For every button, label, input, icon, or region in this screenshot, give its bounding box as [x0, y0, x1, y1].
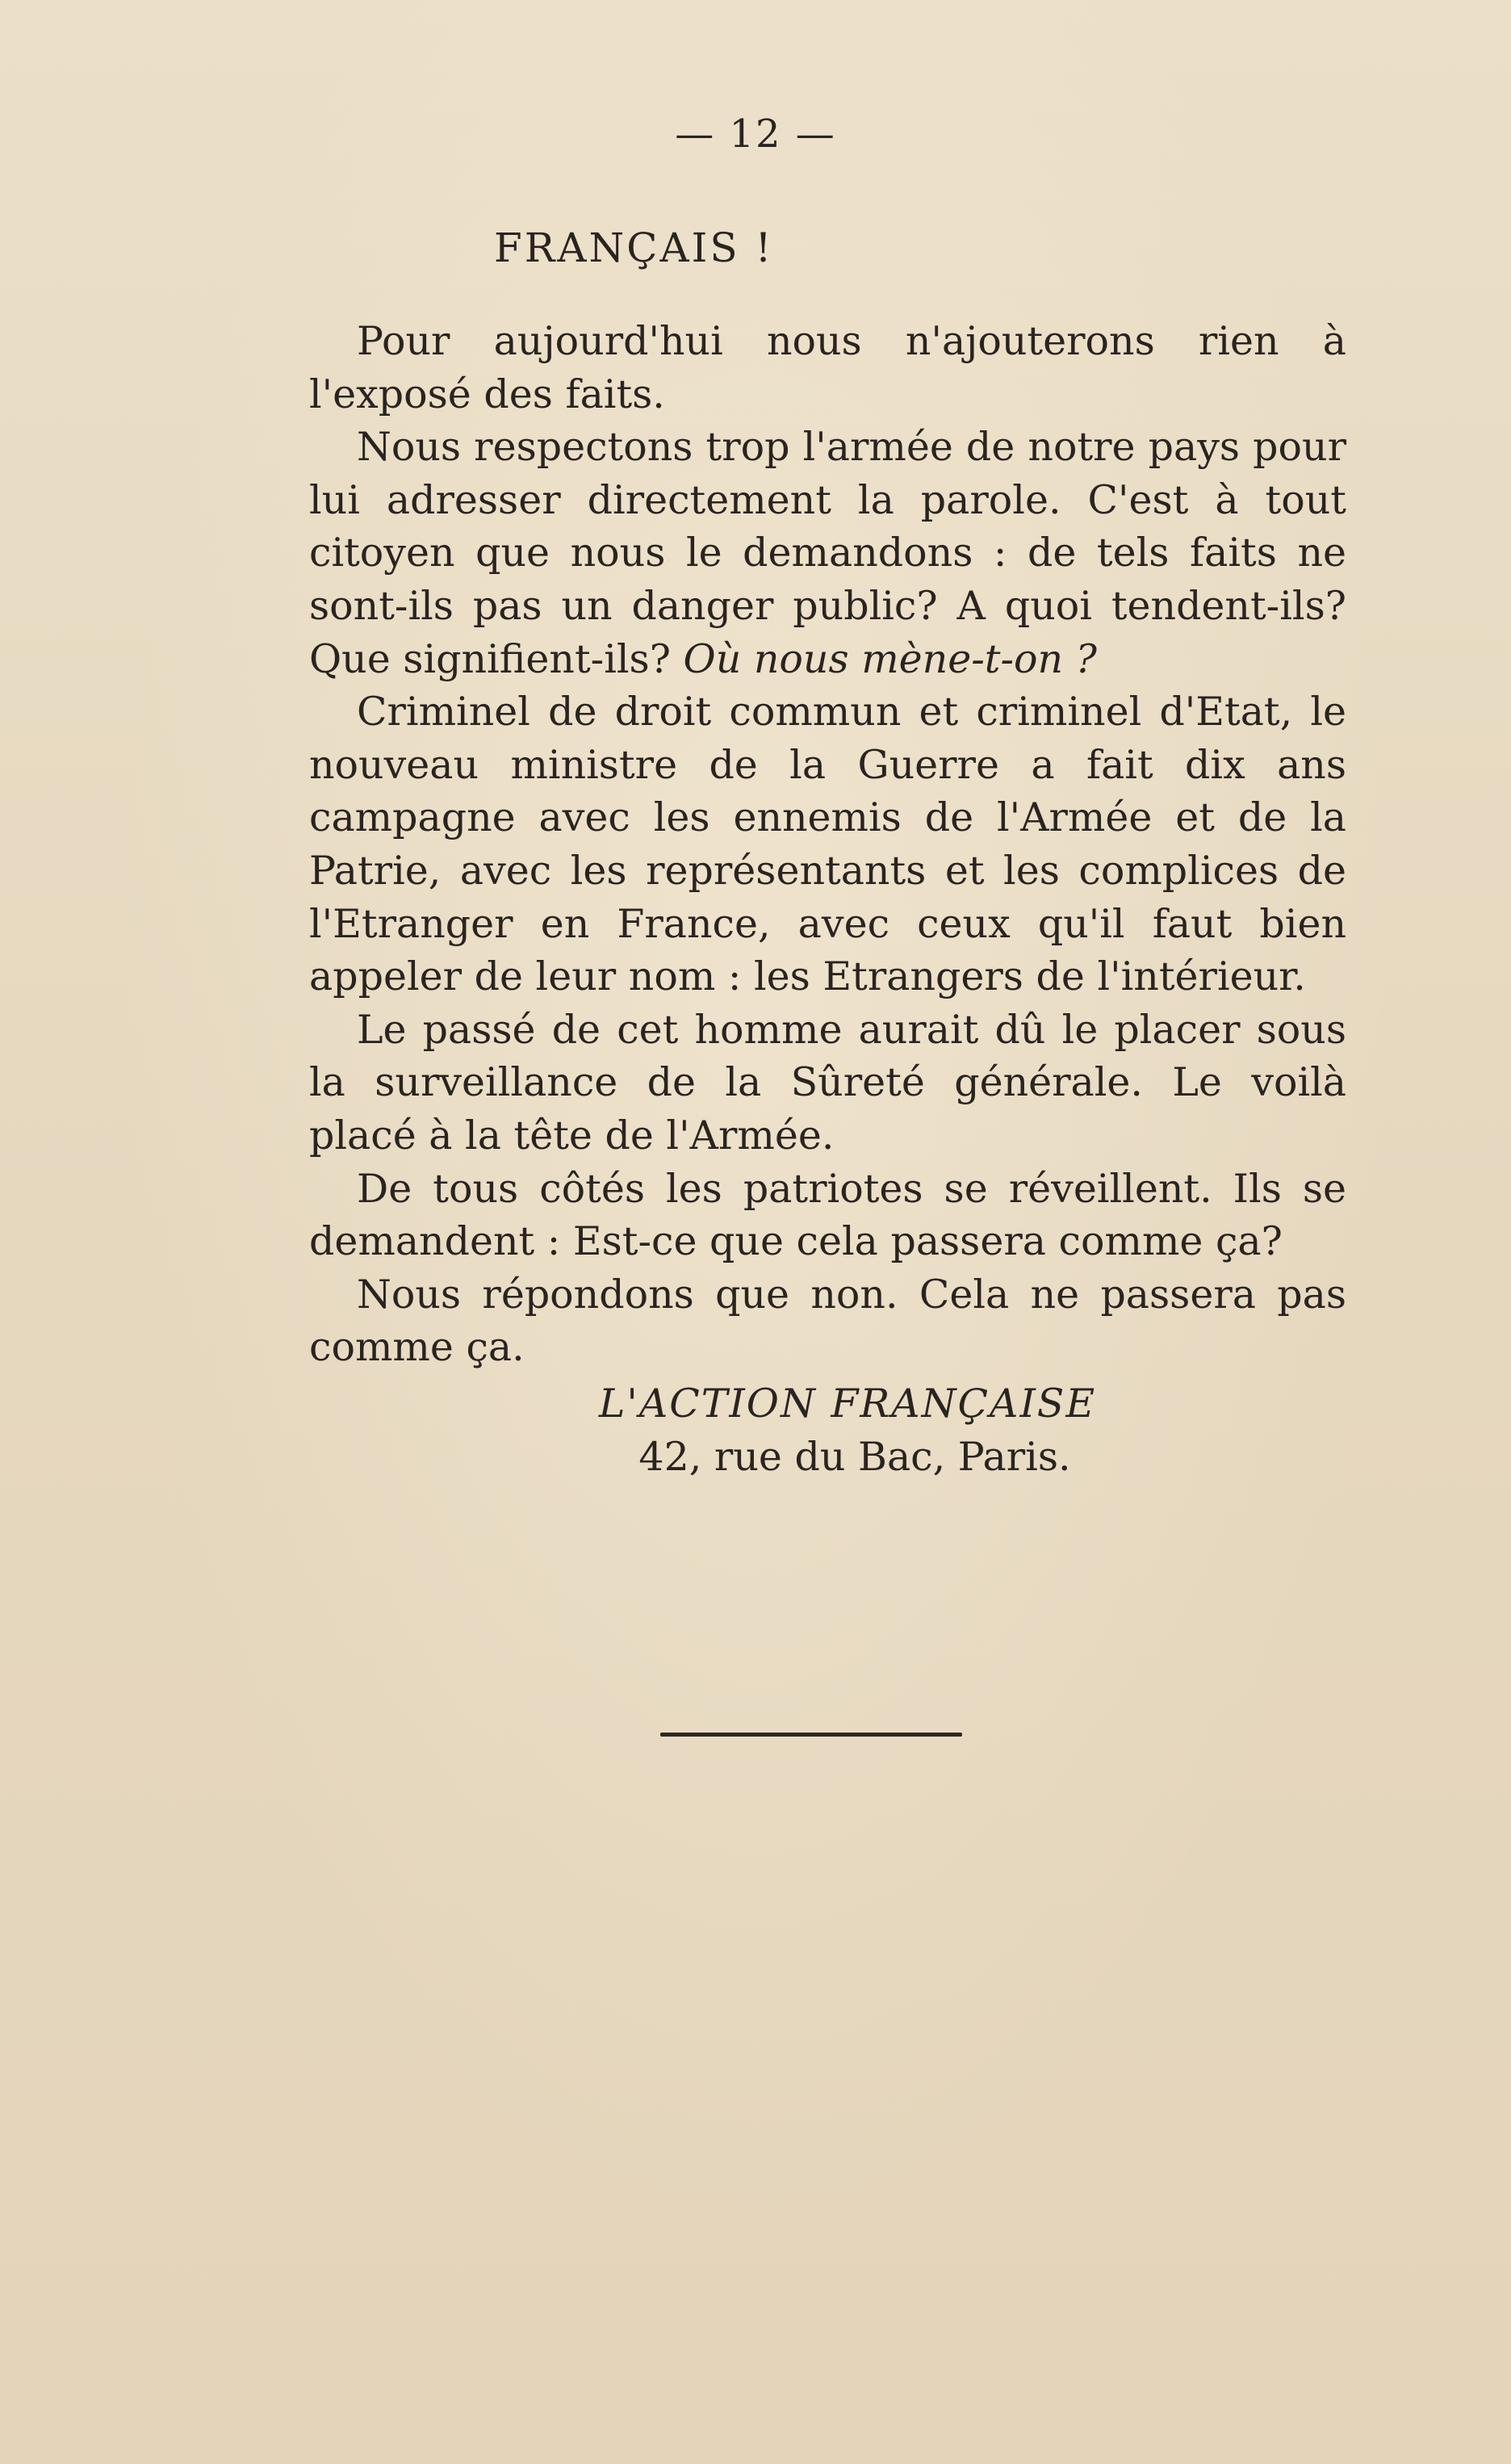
paragraph-respect — [309, 421, 1346, 685]
paragraph-answer: Nous répondons que non. Cela ne passera pas comme ça. — [309, 1271, 1346, 1371]
paragraph-minister: Criminel de droit commun et criminel d'Etat, le nouveau ministre de la Guerre a fait dix ans campagne avec les ennemis de l'Armée et de la Patrie, avec les représentants et les complices de l'Etranger en France, avec ceux qu'il faut bien appeler de leur nom : les Etrangers de l'intérieur. — [309, 689, 1346, 1000]
paragraph-past: Le passé de cet homme aurait dû le placer sous la surveillance de la Sûreté générale. Le voilà placé à la tête de l'Armée. — [309, 1006, 1346, 1159]
body-text — [309, 315, 1346, 1374]
divider-rule — [660, 1733, 962, 1737]
paragraph-intro: Pour aujourd'hui nous n'ajouterons rien à l'exposé des faits. — [309, 318, 1346, 417]
paragraph-patriots: De tous côtés les patriotes se réveillent. Ils se demandent : Est-ce que cela passera comme ça? — [309, 1165, 1346, 1265]
signature-block — [0, 1377, 1511, 1484]
paragraph-respect-text: Nous respectons trop l'armée de notre pays pour lui adresser directement la parole. C'est à tout citoyen que nous le demandons : de tels faits ne sont-ils pas un danger public? A quoi tendent-ils? Que signifient-ils? — [309, 424, 1346, 682]
italic-question: Où nous mène-t-on ? — [683, 635, 1097, 682]
page-number: — 12 — — [675, 111, 836, 157]
page-title: FRANÇAIS ! — [494, 224, 774, 271]
signature-name: L'ACTION FRANÇAISE — [598, 1381, 1097, 1427]
signature-address: 42, rue du Bac, Paris. — [638, 1434, 1071, 1480]
